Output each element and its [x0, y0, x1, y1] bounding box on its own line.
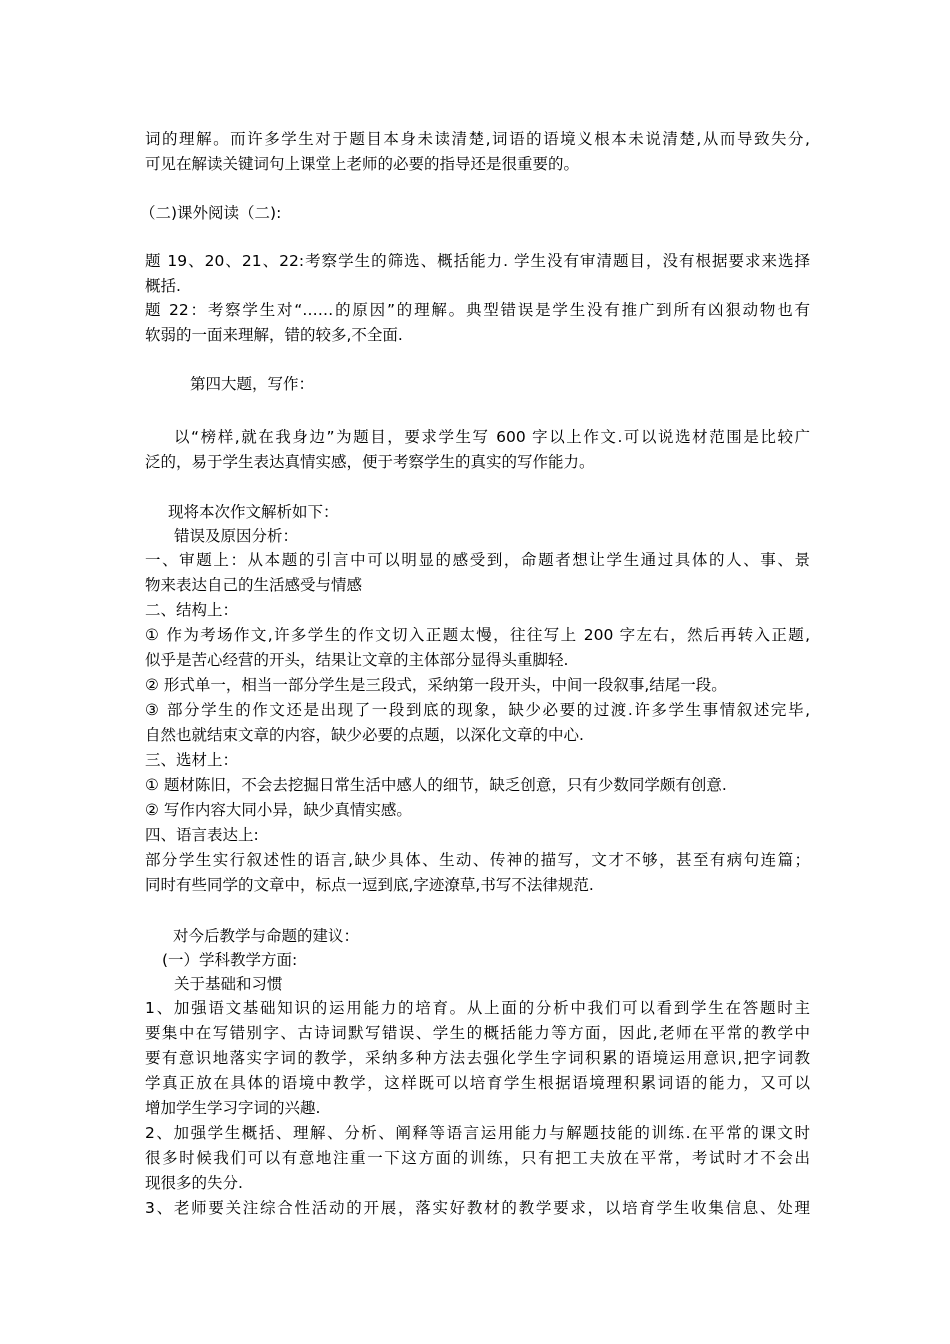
list-item: ③ 部分学生的作文还是出现了一段到底的现象，缺少必要的过渡.许多学生事情叙述完毕,: [145, 701, 810, 719]
text-line: 很多时候我们可以有意地注重一下这方面的训练，只有把工夫放在平常，考试时才不会出: [145, 1149, 810, 1167]
text-line: 学真正放在具体的语境中教学，这样既可以培育学生根据语境理积累词语的能力，又可以: [145, 1074, 810, 1092]
subheading: 二、结构上：: [145, 601, 239, 619]
text-line: 似乎是苦心经营的开头，结果让文章的主体部分显得头重脚轻.: [145, 651, 569, 669]
text-line: 泛的，易于学生表达真情实感，便于考察学生的真实的写作能力。: [145, 453, 595, 471]
list-item: ② 形式单一，相当一部分学生是三段式，采纳第一段开头，中间一段叙事,结尾一段。: [145, 676, 727, 694]
subheading: 四、语言表达上:: [145, 826, 259, 844]
text-line: 要有意识地落实字词的教学，采纳多种方法去强化学生字词积累的语境运用意识,把字词教: [145, 1049, 810, 1067]
text-line: 题 19、20、21、22:考察学生的筛选、概括能力. 学生没有审清题目，没有根据要求来选择: [145, 252, 810, 270]
subheading: (一）学科教学方面:: [162, 951, 298, 969]
list-item: ① 作为考场作文,许多学生的作文切入正题太慢，往往写上 200 字左右，然后再转入正题,: [145, 626, 810, 644]
subheading: 错误及原因分析：: [174, 527, 299, 545]
text-line: 概括.: [145, 277, 181, 295]
list-item: ① 题材陈旧，不会去挖掘日常生活中感人的细节，缺乏创意，只有少数同学颇有创意.: [145, 776, 727, 794]
text-line: 一、审题上：从本题的引言中可以明显的感受到，命题者想让学生通过具体的人、事、景: [145, 551, 810, 569]
text-line: 部分学生实行叙述性的语言,缺少具体、生动、传神的描写，文才不够，甚至有病句连篇；: [145, 851, 810, 869]
list-item: 1、加强语文基础知识的运用能力的培育。从上面的分析中我们可以看到学生在答题时主: [145, 999, 810, 1017]
list-item: 3、老师要关注综合性活动的开展，落实好教材的教学要求，以培育学生收集信息、处理: [145, 1199, 810, 1217]
text-line: 词的理解。而许多学生对于题目本身未读清楚,词语的语境义根本未说清楚,从而导致失分,: [145, 130, 810, 148]
text-line: 题 22：考察学生对“……的原因”的理解。典型错误是学生没有推广到所有凶狠动物也有: [145, 301, 810, 319]
list-item: ② 写作内容大同小异，缺少真情实感。: [145, 801, 412, 819]
text-line: 现将本次作文解析如下：: [168, 503, 339, 521]
subheading: 三、选材上：: [145, 751, 239, 769]
section-heading: 第四大题，写作：: [190, 375, 315, 393]
text-line: 现很多的失分.: [145, 1174, 243, 1192]
text-line: 以“榜样,就在我身边”为题目，要求学生写 600 字以上作文.可以说选材范围是比较广: [174, 428, 810, 446]
text-line: 要集中在写错别字、古诗词默写错误、学生的概括能力等方面，因此,老师在平常的教学中: [145, 1024, 810, 1042]
text-line: 软弱的一面来理解，错的较多,不全面.: [145, 326, 403, 344]
text-line: 物来表达自己的生活感受与情感: [145, 576, 363, 594]
section-heading: 对今后教学与命题的建议：: [173, 927, 360, 945]
subheading: 关于基础和习惯: [174, 975, 283, 993]
text-line: 同时有些同学的文章中，标点一逗到底,字迹潦草,书写不法律规范.: [145, 876, 594, 894]
text-line: 自然也就结束文章的内容，缺少必要的点题，以深化文章的中心.: [145, 726, 584, 744]
section-heading: （二)课外阅读（二):: [140, 204, 282, 222]
text-line: 增加学生学习字词的兴趣.: [145, 1099, 321, 1117]
text-line: 可见在解读关键词句上课堂上老师的必要的指导还是很重要的。: [145, 155, 580, 173]
list-item: 2、加强学生概括、理解、分析、阐释等语言运用能力与解题技能的训练.在平常的课文时: [145, 1124, 810, 1142]
